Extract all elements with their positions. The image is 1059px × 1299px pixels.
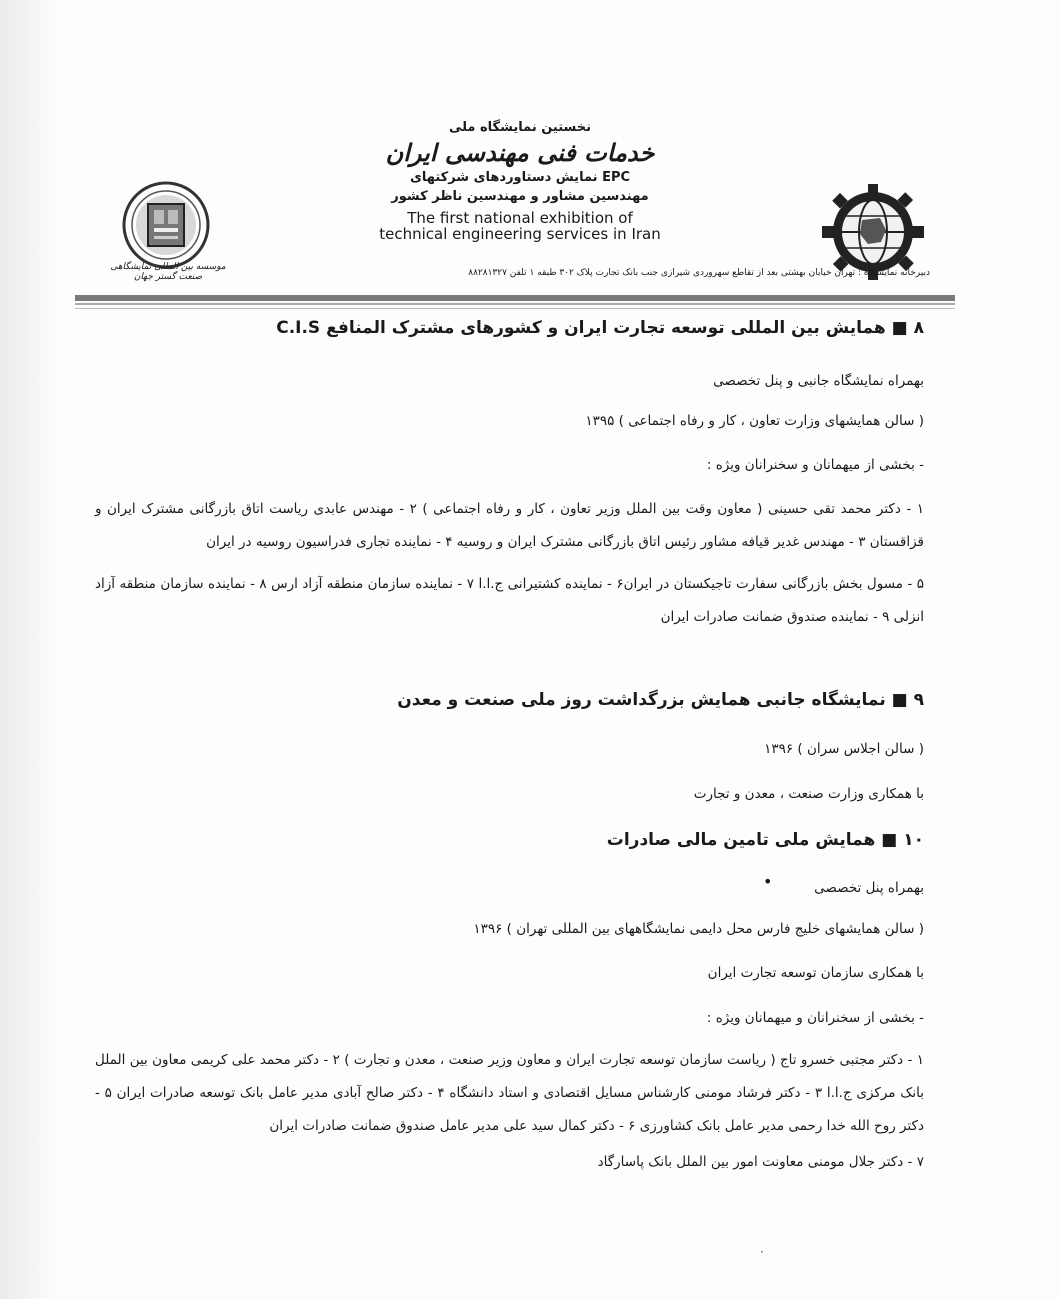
section-10-line-2: ( سالن همایشهای خلیج فارس محل دایمی نمایشگاههای بین المللی تهران ) ۱۳۹۶	[473, 921, 924, 937]
section-9-line-1: ( سالن اجلاس سران ) ۱۳۹۶	[764, 741, 924, 757]
section-10-line-3: با همکاری سازمان توسعه تجارت ایران	[707, 965, 924, 981]
section-9-line-2: با همکاری وزارت صنعت ، معدن و تجارت	[693, 786, 924, 802]
section-8-line-3: - بخشی از میهمانان و سخنرانان ویژه :	[706, 457, 924, 473]
section-10-line-1: بهمراه پنل تخصصی	[814, 880, 924, 896]
letterhead-line-2: خدمات فنی مهندسی ایران	[385, 138, 655, 167]
letterhead-english-2: technical engineering services in Iran	[379, 225, 661, 243]
letterhead-address: دبیرخانه نمایشگاه : تهران خیابان بهشتی بعد از تقاطع سهروردی شیرازی جنب بانک تجارت پلاک ۳۰۲ طبقه ۱ تلفن ۸۸۲۸۱۳۲۷	[468, 268, 930, 278]
section-9-heading: ۹ ■ نمایشگاه جانبی همایش بزرگداشت روز ملی صنعت و معدن	[397, 690, 924, 710]
section-10-heading: ۱۰ ■ همایش ملی تامین مالی صادرات	[606, 830, 924, 850]
letterhead-english-1: The first national exhibition of	[407, 209, 633, 227]
institute-logo	[118, 180, 214, 270]
section-10-paragraph-1: ۱ - دکتر مجتبی خسرو تاج ( ریاست سازمان توسعه تجارت ایران و معاون وزیر صنعت ، معدن و تجارت ) ۲ - دکتر محمد علی کریمی معاون بین الملل بانک مرکزی ج.ا.ا ۳ - دکتر فرشاد مومنی کارشناس مسایل اقتصادی و استاد دانشگاه ۴ - دکتر صالح آبادی مدیر عامل بانک توسعه صادرات ایران ۵ - دکتر روح الله خدا رحمی مدیر عامل بانک کشاورزی ۶ - دکتر کمال سید علی مدیر عامل صندوق ضمانت صادرات ایران	[95, 1052, 925, 1134]
section-10-paragraph-2: ۷ - دکتر جلال مومنی معاونت امور بین الملل بانک پاسارگاد	[597, 1154, 924, 1170]
letterhead-divider-thick	[75, 295, 955, 301]
stray-dot: •	[763, 872, 773, 891]
letterhead-line-4: مهندسین مشاور و مهندسین ناظر کشور	[391, 189, 649, 204]
section-8-paragraph-2: ۵ - مسول بخش بازرگانی سفارت تاجیکستان در ایران۶ - نماینده کشتیرانی ج.ا.ا ۷ - نماینده سازمان منطقه آزاد ارس ۸ - نماینده سازمان منطقه آزاد انزلی ۹ - نماینده صندوق ضمانت صادرات ایران	[95, 576, 924, 625]
section-8-paragraph-1: ۱ - دکتر محمد تقی حسینی ( معاون وقت بین الملل وزیر تعاون ، کار و رفاه اجتماعی ) ۲ - مهندس عابدی ریاست اتاق بازرگانی مشترک ایران و قزاقستان ۳ - مهندس غدیر قیافه مشاور رئیس اتاق بازرگانی مشترک ایران و روسیه ۴ - نماینده تجاری فدراسیون روسیه در ایران	[95, 501, 925, 550]
exhibition-globe-logo	[818, 182, 928, 282]
letterhead-title-block	[330, 118, 710, 242]
letterhead-line-3: نمایش دستاوردهای شرکتهای EPC	[409, 170, 631, 185]
institute-logo-caption: موسسه بین المللی نمایشگاهی صنعت گستر جهان	[110, 262, 226, 282]
section-10-line-4: - بخشی از سخنرانان و میهمانان ویژه :	[706, 1010, 924, 1026]
section-8-line-2: ( سالن همایشهای وزارت تعاون ، کار و رفاه اجتماعی ) ۱۳۹۵	[585, 413, 924, 429]
section-8-heading: ۸ ■ همایش بین المللی توسعه تجارت ایران و کشورهای مشترک المنافع C.I.S	[276, 318, 924, 338]
section-8-line-1: بهمراه نمایشگاه جانبی و پنل تخصصی	[713, 373, 924, 389]
stray-mark: ·	[760, 1245, 764, 1259]
letterhead-divider-hairline	[75, 308, 955, 309]
letterhead-line-1: نخستین نمایشگاه ملی	[448, 120, 592, 135]
scan-shadow	[0, 0, 60, 1299]
letterhead-divider-thin	[75, 303, 955, 305]
